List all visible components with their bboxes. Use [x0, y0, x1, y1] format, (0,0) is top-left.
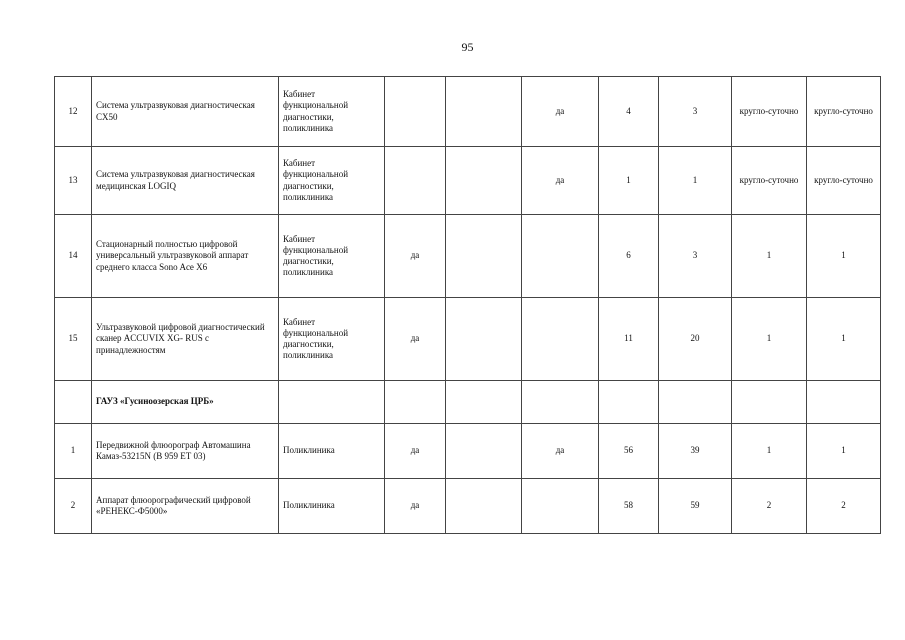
row-number: 15 [55, 298, 92, 381]
table-row [55, 147, 881, 215]
equipment-table [54, 76, 881, 534]
cell-col10: 2 [807, 479, 881, 534]
cell-col8 [659, 381, 732, 424]
cell-col8: 1 [659, 147, 732, 215]
cell-col6 [522, 381, 599, 424]
cell-col10: 1 [807, 424, 881, 479]
cell-col7: 6 [599, 215, 659, 298]
row-number: 13 [55, 147, 92, 215]
cell-col4: да [385, 298, 446, 381]
cell-col4: да [385, 424, 446, 479]
cell-col4: да [385, 479, 446, 534]
cell-col4 [385, 77, 446, 147]
cell-col8: 3 [659, 77, 732, 147]
cell-col9: 1 [732, 424, 807, 479]
cell-col5 [446, 424, 522, 479]
section-row [55, 381, 881, 424]
cell-col7: 1 [599, 147, 659, 215]
row-number [55, 381, 92, 424]
cell-col4 [385, 381, 446, 424]
cell-col10 [807, 381, 881, 424]
cell-col10: 1 [807, 298, 881, 381]
cell-col6: да [522, 424, 599, 479]
cell-col7: 56 [599, 424, 659, 479]
cell-col5 [446, 479, 522, 534]
row-number: 14 [55, 215, 92, 298]
cell-col9: 1 [732, 298, 807, 381]
cell-col7 [599, 381, 659, 424]
cell-col5 [446, 77, 522, 147]
cell-col9: 1 [732, 215, 807, 298]
table-row [55, 215, 881, 298]
cell-col6 [522, 479, 599, 534]
department [279, 381, 385, 424]
cell-col10: кругло-суточно [807, 147, 881, 215]
department: Кабинет функциональной диагностики, поликлиника [279, 147, 385, 215]
equipment-name: Передвижной флюорограф Автомашина Камаз-53215N (В 959 ЕТ 03) [92, 424, 279, 479]
department: Поликлиника [279, 424, 385, 479]
cell-col8: 3 [659, 215, 732, 298]
cell-col7: 4 [599, 77, 659, 147]
cell-col5 [446, 215, 522, 298]
cell-col9 [732, 381, 807, 424]
equipment-name: Стационарный полностью цифровой универсальный ультразвуковой аппарат среднего класса Sono Ace X6 [92, 215, 279, 298]
cell-col10: кругло-суточно [807, 77, 881, 147]
table-row [55, 77, 881, 147]
department: Кабинет функциональной диагностики, поликлиника [279, 77, 385, 147]
department: Кабинет функциональной диагностики, поликлиника [279, 298, 385, 381]
cell-col5 [446, 381, 522, 424]
row-number: 1 [55, 424, 92, 479]
cell-col5 [446, 298, 522, 381]
cell-col5 [446, 147, 522, 215]
table-row [55, 424, 881, 479]
equipment-name: Аппарат флюорографический цифровой «РЕНЕКС-Ф5000» [92, 479, 279, 534]
cell-col8: 20 [659, 298, 732, 381]
table-row [55, 298, 881, 381]
cell-col8: 59 [659, 479, 732, 534]
cell-col9: кругло-суточно [732, 147, 807, 215]
cell-col4 [385, 147, 446, 215]
page-number: 95 [461, 40, 474, 54]
cell-col10: 1 [807, 215, 881, 298]
equipment-name: Система ультразвуковая диагностическая медицинская LOGIQ [92, 147, 279, 215]
department: Поликлиника [279, 479, 385, 534]
cell-col4: да [385, 215, 446, 298]
cell-col9: 2 [732, 479, 807, 534]
department: Кабинет функциональной диагностики, поликлиника [279, 215, 385, 298]
row-number: 12 [55, 77, 92, 147]
cell-col6: да [522, 147, 599, 215]
cell-col6: да [522, 77, 599, 147]
equipment-name: Ультразвуковой цифровой диагностический сканер ACCUVIX XG- RUS с принадлежностям [92, 298, 279, 381]
table-row [55, 479, 881, 534]
row-number: 2 [55, 479, 92, 534]
cell-col7: 11 [599, 298, 659, 381]
cell-col9: кругло-суточно [732, 77, 807, 147]
cell-col6 [522, 298, 599, 381]
cell-col7: 58 [599, 479, 659, 534]
equipment-name: Система ультразвуковая диагностическая CX50 [92, 77, 279, 147]
cell-col8: 39 [659, 424, 732, 479]
section-title: ГАУЗ «Гусиноозерская ЦРБ» [92, 381, 279, 424]
cell-col6 [522, 215, 599, 298]
